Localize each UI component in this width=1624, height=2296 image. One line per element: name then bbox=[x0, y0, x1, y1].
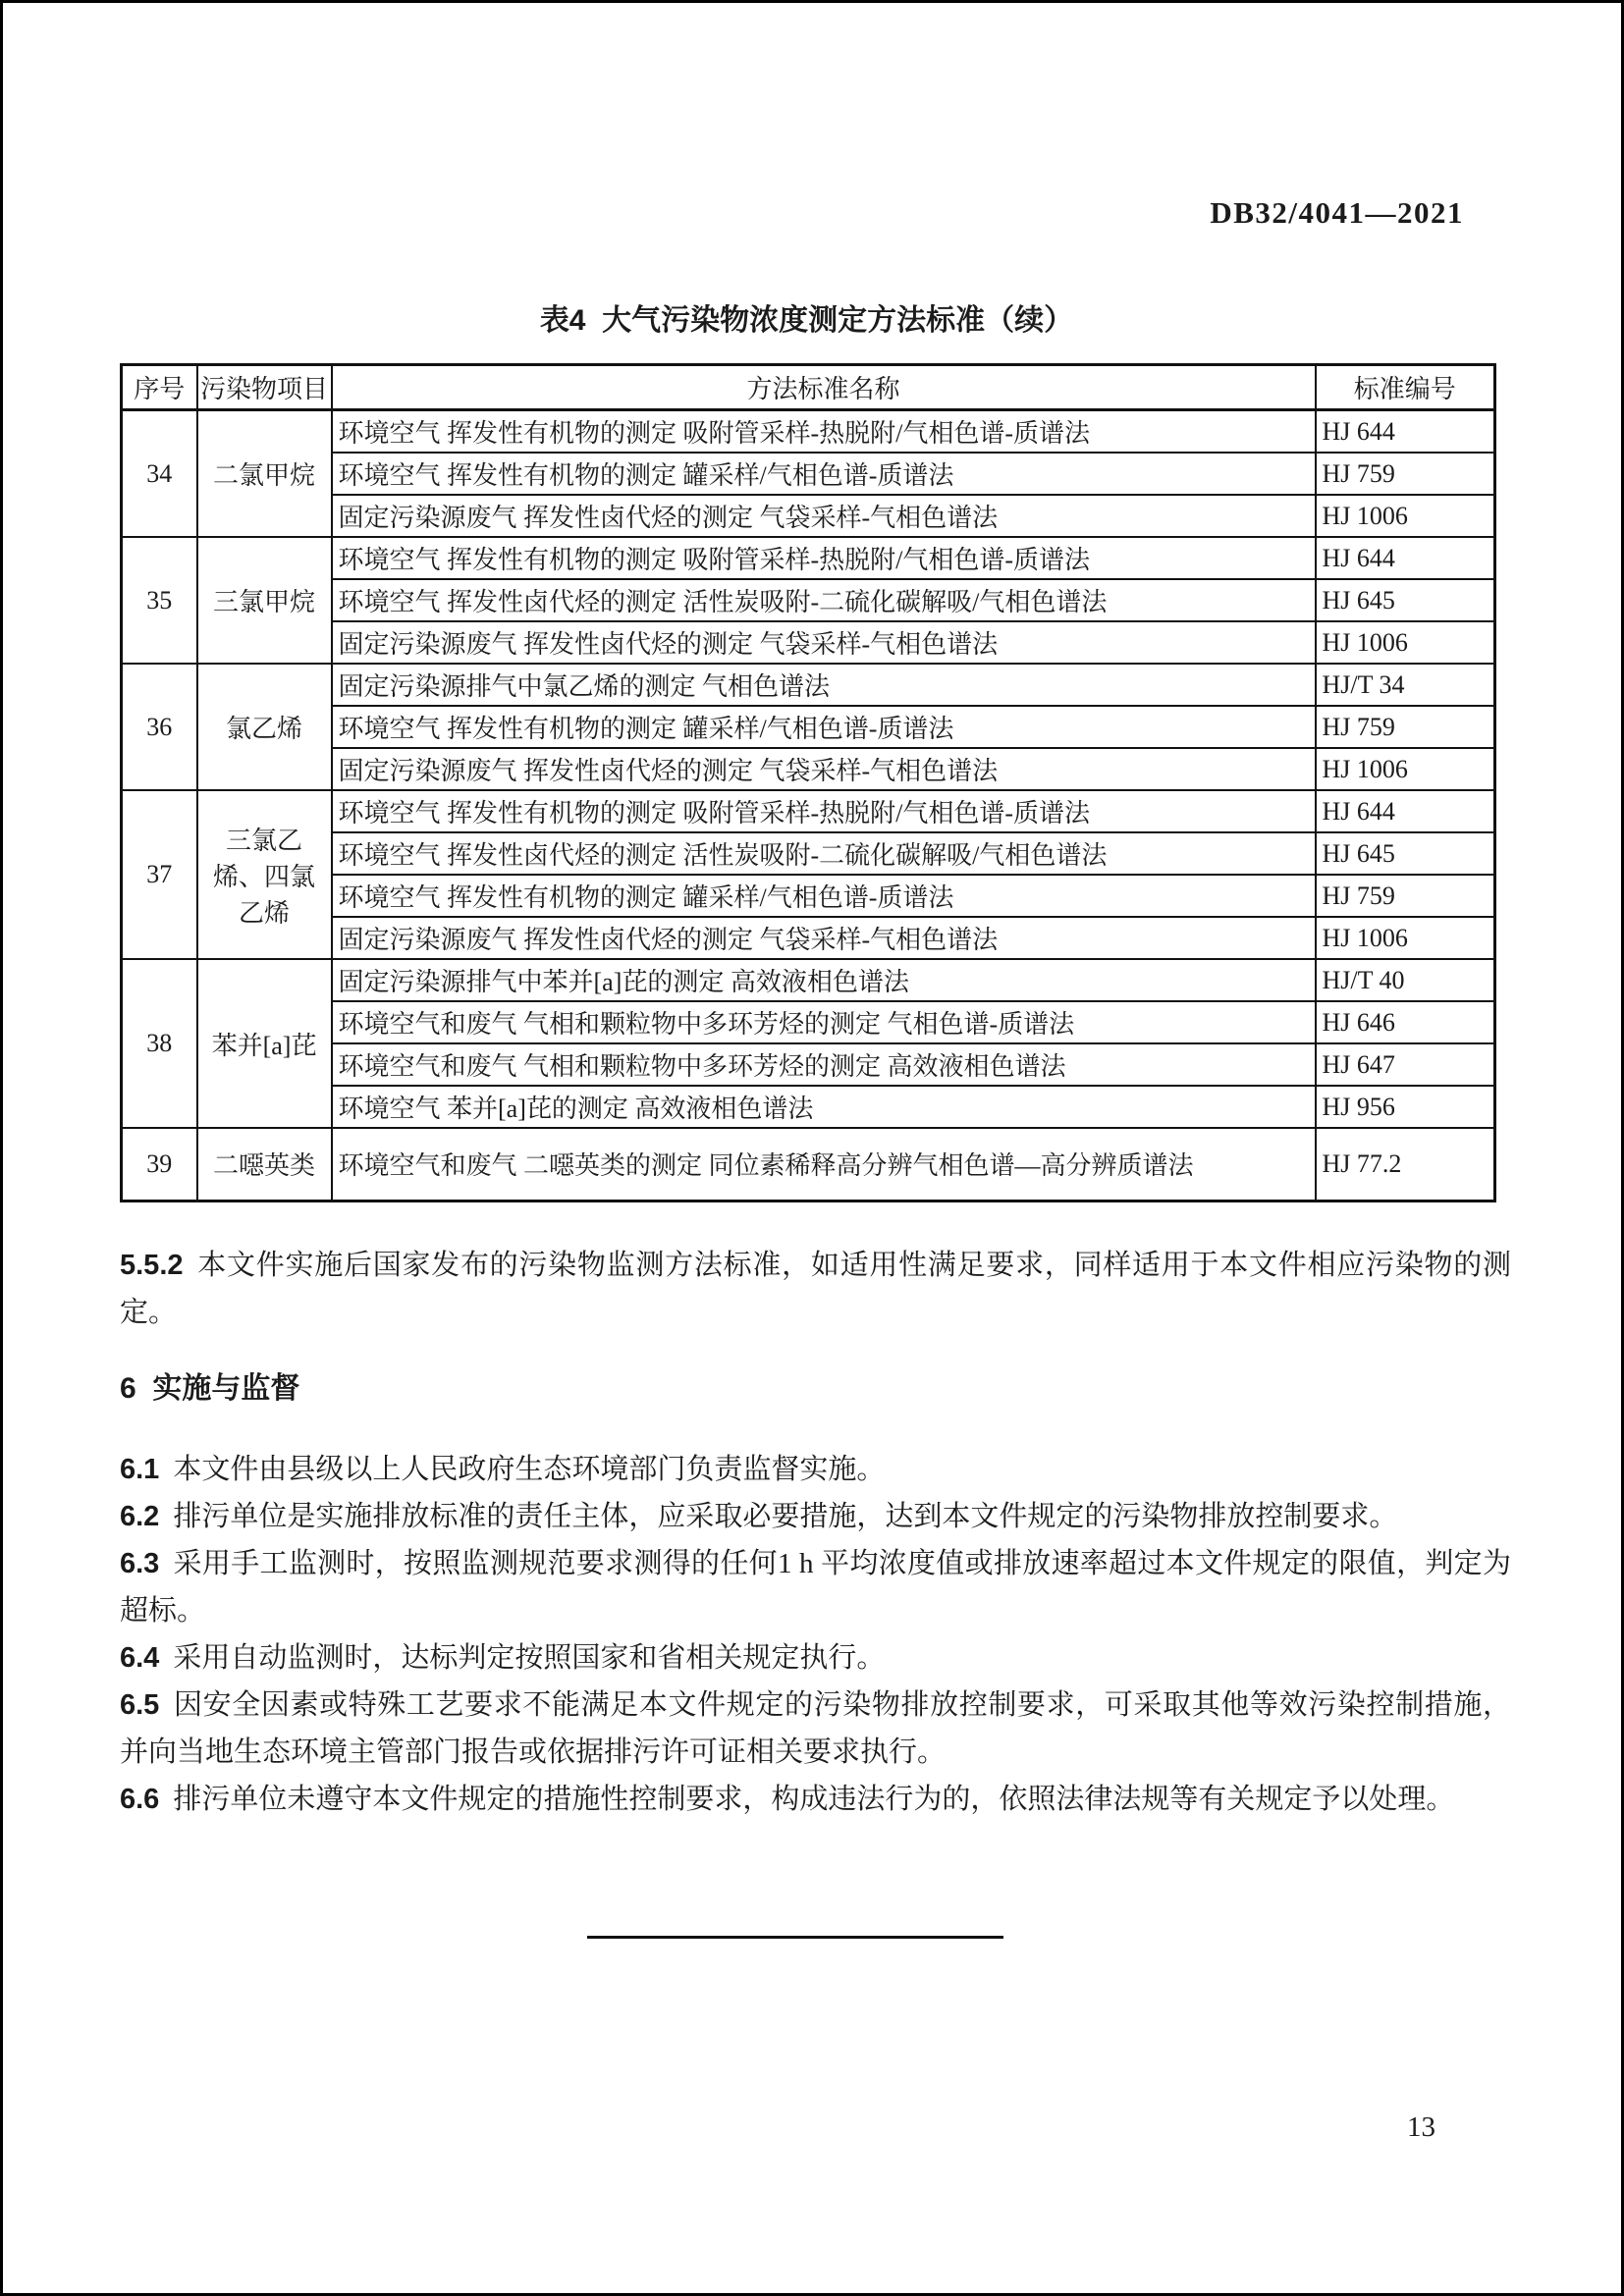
method-name-cell: 固定污染源排气中氯乙烯的测定 气相色谱法 bbox=[332, 664, 1316, 706]
clause-6-1 bbox=[120, 1446, 1511, 1493]
method-name-cell: 固定污染源废气 挥发性卤代烃的测定 气袋采样-气相色谱法 bbox=[332, 917, 1316, 959]
clause-text: 本文件实施后国家发布的污染物监测方法标准，如适用性满足要求，同样适用于本文件相应污染物的测定。 bbox=[120, 1250, 1511, 1328]
clause-6-5 bbox=[120, 1682, 1511, 1776]
pollutant-cell: 苯并[a]芘 bbox=[197, 959, 332, 1128]
clause-5-5-2 bbox=[120, 1242, 1511, 1336]
standard-code-cell: HJ/T 40 bbox=[1316, 959, 1495, 1001]
table-row bbox=[122, 410, 1495, 454]
table-row bbox=[122, 1128, 1495, 1201]
doc-code: DB32/4041—2021 bbox=[1210, 195, 1464, 230]
row-number-cell: 39 bbox=[122, 1128, 197, 1201]
col-header-seq: 序号 bbox=[122, 365, 197, 410]
method-name-cell: 环境空气 挥发性有机物的测定 罐采样/气相色谱-质谱法 bbox=[332, 875, 1316, 917]
col-header-method-name: 方法标准名称 bbox=[332, 365, 1316, 410]
standard-code-cell: HJ 644 bbox=[1316, 537, 1495, 579]
table-row bbox=[122, 537, 1495, 579]
clause-text: 因安全因素或特殊工艺要求不能满足本文件规定的污染物排放控制要求，可采取其他等效污染控制措施，并向当地生态环境主管部门报告或依据排污许可证相关要求执行。 bbox=[120, 1689, 1511, 1768]
clause-label: 6.4 bbox=[120, 1642, 160, 1674]
method-name-cell: 环境空气 挥发性有机物的测定 吸附管采样-热脱附/气相色谱-质谱法 bbox=[332, 790, 1316, 832]
table-row bbox=[122, 664, 1495, 706]
standard-code-cell: HJ 759 bbox=[1316, 453, 1495, 495]
method-name-cell: 固定污染源排气中苯并[a]芘的测定 高效液相色谱法 bbox=[332, 959, 1316, 1001]
method-name-cell: 环境空气和废气 气相和颗粒物中多环芳烃的测定 高效液相色谱法 bbox=[332, 1043, 1316, 1086]
pollutant-cell: 三氯乙烯、四氯乙烯 bbox=[197, 790, 332, 959]
row-number-cell: 36 bbox=[122, 664, 197, 790]
col-header-standard-code: 标准编号 bbox=[1316, 365, 1495, 410]
clause-label: 6.5 bbox=[120, 1689, 160, 1721]
standard-code-cell: HJ 644 bbox=[1316, 790, 1495, 832]
row-number-cell: 38 bbox=[122, 959, 197, 1128]
method-name-cell: 环境空气 挥发性有机物的测定 吸附管采样-热脱附/气相色谱-质谱法 bbox=[332, 410, 1316, 454]
row-number-cell: 35 bbox=[122, 537, 197, 664]
standard-code-cell: HJ 1006 bbox=[1316, 917, 1495, 959]
standard-code-cell: HJ 645 bbox=[1316, 579, 1495, 621]
method-name-cell: 环境空气 苯并[a]芘的测定 高效液相色谱法 bbox=[332, 1086, 1316, 1128]
standard-code-cell: HJ 77.2 bbox=[1316, 1128, 1495, 1201]
table-row bbox=[122, 959, 1495, 1001]
standard-code-cell: HJ 644 bbox=[1316, 410, 1495, 454]
table-title: 表4 大气污染物浓度测定方法标准（续） bbox=[539, 304, 1074, 337]
clause-label: 6.2 bbox=[120, 1501, 160, 1532]
col-header-pollutant: 污染物项目 bbox=[197, 365, 332, 410]
standard-code-cell: HJ 1006 bbox=[1316, 495, 1495, 537]
clause-6-6 bbox=[120, 1776, 1511, 1823]
standard-code-cell: HJ 647 bbox=[1316, 1043, 1495, 1086]
standard-code-cell: HJ 645 bbox=[1316, 832, 1495, 875]
clause-label: 5.5.2 bbox=[120, 1250, 184, 1281]
table-header-row bbox=[122, 365, 1495, 410]
standard-code-cell: HJ 1006 bbox=[1316, 748, 1495, 790]
method-name-cell: 环境空气 挥发性有机物的测定 罐采样/气相色谱-质谱法 bbox=[332, 453, 1316, 495]
method-name-cell: 环境空气 挥发性卤代烃的测定 活性炭吸附-二硫化碳解吸/气相色谱法 bbox=[332, 832, 1316, 875]
table-row bbox=[122, 790, 1495, 832]
standard-code-cell: HJ 1006 bbox=[1316, 621, 1495, 664]
row-number-cell: 34 bbox=[122, 410, 197, 538]
method-name-cell: 环境空气和废气 气相和颗粒物中多环芳烃的测定 气相色谱-质谱法 bbox=[332, 1001, 1316, 1043]
pollutant-cell: 氯乙烯 bbox=[197, 664, 332, 790]
method-name-cell: 环境空气 挥发性卤代烃的测定 活性炭吸附-二硫化碳解吸/气相色谱法 bbox=[332, 579, 1316, 621]
method-name-cell: 环境空气和废气 二噁英类的测定 同位素稀释高分辨气相色谱—高分辨质谱法 bbox=[332, 1128, 1316, 1201]
clause-text: 采用自动监测时，达标判定按照国家和省相关规定执行。 bbox=[173, 1642, 886, 1674]
standard-code-cell: HJ 759 bbox=[1316, 706, 1495, 748]
pollutant-cell: 二噁英类 bbox=[197, 1128, 332, 1201]
standard-code-cell: HJ 759 bbox=[1316, 875, 1495, 917]
section-6-heading: 6 实施与监督 bbox=[120, 1372, 300, 1405]
standard-code-cell: HJ 646 bbox=[1316, 1001, 1495, 1043]
clause-label: 6.6 bbox=[120, 1784, 160, 1815]
method-name-cell: 固定污染源废气 挥发性卤代烃的测定 气袋采样-气相色谱法 bbox=[332, 621, 1316, 664]
clause-6-3 bbox=[120, 1540, 1511, 1634]
pollutant-cell: 三氯甲烷 bbox=[197, 537, 332, 664]
method-name-cell: 固定污染源废气 挥发性卤代烃的测定 气袋采样-气相色谱法 bbox=[332, 748, 1316, 790]
method-name-cell: 环境空气 挥发性有机物的测定 吸附管采样-热脱附/气相色谱-质谱法 bbox=[332, 537, 1316, 579]
clause-6-4 bbox=[120, 1634, 1511, 1682]
clause-text: 采用手工监测时，按照监测规范要求测得的任何1 h 平均浓度值或排放速率超过本文件规定的限值，判定为超标。 bbox=[120, 1548, 1511, 1627]
clause-6-2 bbox=[120, 1493, 1511, 1540]
method-name-cell: 环境空气 挥发性有机物的测定 罐采样/气相色谱-质谱法 bbox=[332, 706, 1316, 748]
clause-text: 本文件由县级以上人民政府生态环境部门负责监督实施。 bbox=[173, 1454, 886, 1485]
pollutant-cell: 二氯甲烷 bbox=[197, 410, 332, 538]
row-number-cell: 37 bbox=[122, 790, 197, 959]
clause-text: 排污单位未遵守本文件规定的措施性控制要求，构成违法行为的，依照法律法规等有关规定予以处理。 bbox=[173, 1784, 1455, 1815]
standard-code-cell: HJ 956 bbox=[1316, 1086, 1495, 1128]
page-number: 13 bbox=[1407, 2111, 1435, 2143]
methods-table bbox=[120, 363, 1496, 1202]
method-name-cell: 固定污染源废气 挥发性卤代烃的测定 气袋采样-气相色谱法 bbox=[332, 495, 1316, 537]
footer-divider-line bbox=[587, 1936, 1003, 1939]
clause-label: 6.3 bbox=[120, 1548, 160, 1579]
clause-label: 6.1 bbox=[120, 1454, 160, 1485]
standard-code-cell: HJ/T 34 bbox=[1316, 664, 1495, 706]
clause-text: 排污单位是实施排放标准的责任主体，应采取必要措施，达到本文件规定的污染物排放控制要求。 bbox=[173, 1501, 1398, 1532]
